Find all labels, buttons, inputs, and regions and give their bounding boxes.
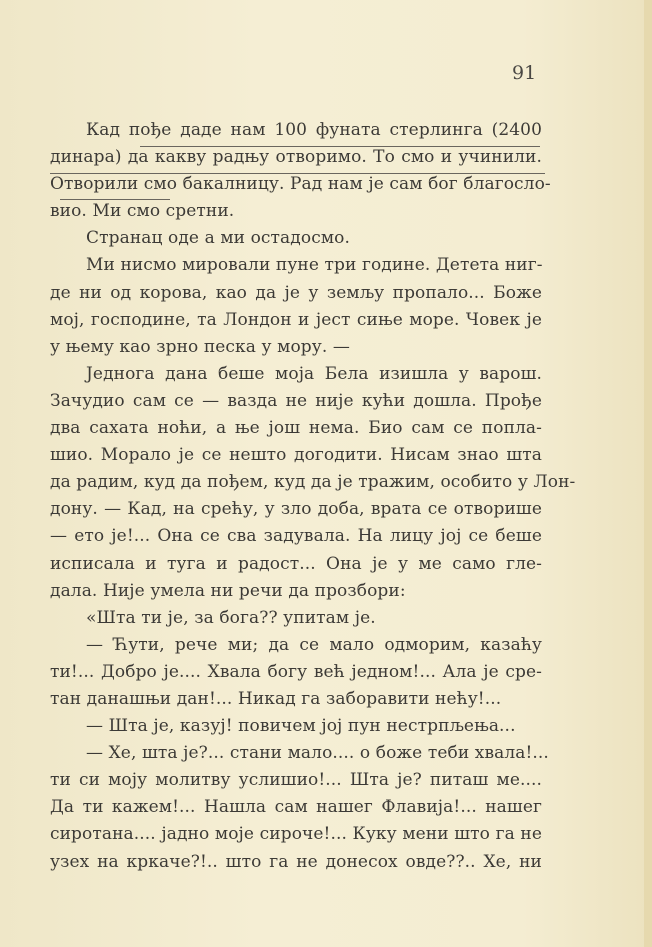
text-line: узех на кркаче?!.. што га не донесох овде??.. Хе, ни [50, 851, 542, 872]
text-line: Кад пође даде нам 100 фуната стерлинга (2400 [86, 120, 542, 140]
text-line: шио. Морало је се нешто догодити. Нисам знао шта [50, 445, 542, 466]
text-line: сиротана.... јадно моје сироче!... Куку мени што га не [50, 824, 542, 845]
text-line: мој, господине, та Лондон и јест сиње море. Човек је [50, 309, 542, 330]
text-line: Странац оде а ми остадосмо. [86, 228, 350, 249]
text-line: два сахата ноћи, а ње још нема. Био сам се попла- [50, 418, 542, 439]
text-line: исписала и туга и радост... Она је у ме само гле- [50, 553, 542, 574]
text-line: да радим, куд да пођем, куд да је тражим, особито у Лон- [50, 472, 576, 493]
text-line: вио. Ми смо сретни. [50, 201, 235, 222]
text-line: Да ти кажем!... Нашла сам нашег Флавија!... нашег [50, 797, 542, 818]
body-text [50, 117, 576, 876]
text-line: дала. Није умела ни речи да прозбори: [50, 580, 406, 601]
text-line: Отворили смо бакалницу. Рад нам је сам бог благосло- [50, 174, 551, 195]
text-line: Ми нисмо мировали пуне три године. Детета ниг- [86, 255, 543, 276]
text-line: — ето је!... Она се сва задувала. На лицу јој се беше [50, 526, 542, 547]
text-line: у њему као зрно песка у мору. — [50, 336, 350, 357]
page-number: 91 [512, 62, 537, 84]
text-line: Једнога дана беше моја Бела изишла у варош. [86, 363, 542, 384]
text-line: ти си моју молитву услишио!... Шта је? питаш ме.... [50, 770, 542, 791]
text-line: «Шта ти је, за бога?? упитам је. [86, 607, 376, 628]
text-line: — Шта је, казуј! повичем јој пун нестрпљења... [86, 716, 516, 737]
page-edge [644, 0, 652, 947]
text-line: ти!... Добро је.... Хвала богу већ једном!... Ала је сре- [50, 661, 542, 682]
text-line: де ни од корова, као да је у земљу пропало... Боже [50, 282, 542, 303]
text-line: — Ћути, рече ми; да се мало одморим, казаћу [86, 634, 542, 655]
text-line: — Хе, шта је?... стани мало.... о боже теби хвала!... [86, 743, 549, 764]
text-line: тан данашњи дан!... Никад га заборавити нећу!... [50, 688, 502, 709]
text-line: дону. — Кад, на срећу, у зло доба, врата се отворише [50, 499, 542, 520]
text-line: Зачудио сам се — вазда не није кући дошла. Прође [50, 390, 542, 411]
text-line: динара) да какву радњу отворимо. То смо и учинили. [50, 147, 542, 168]
